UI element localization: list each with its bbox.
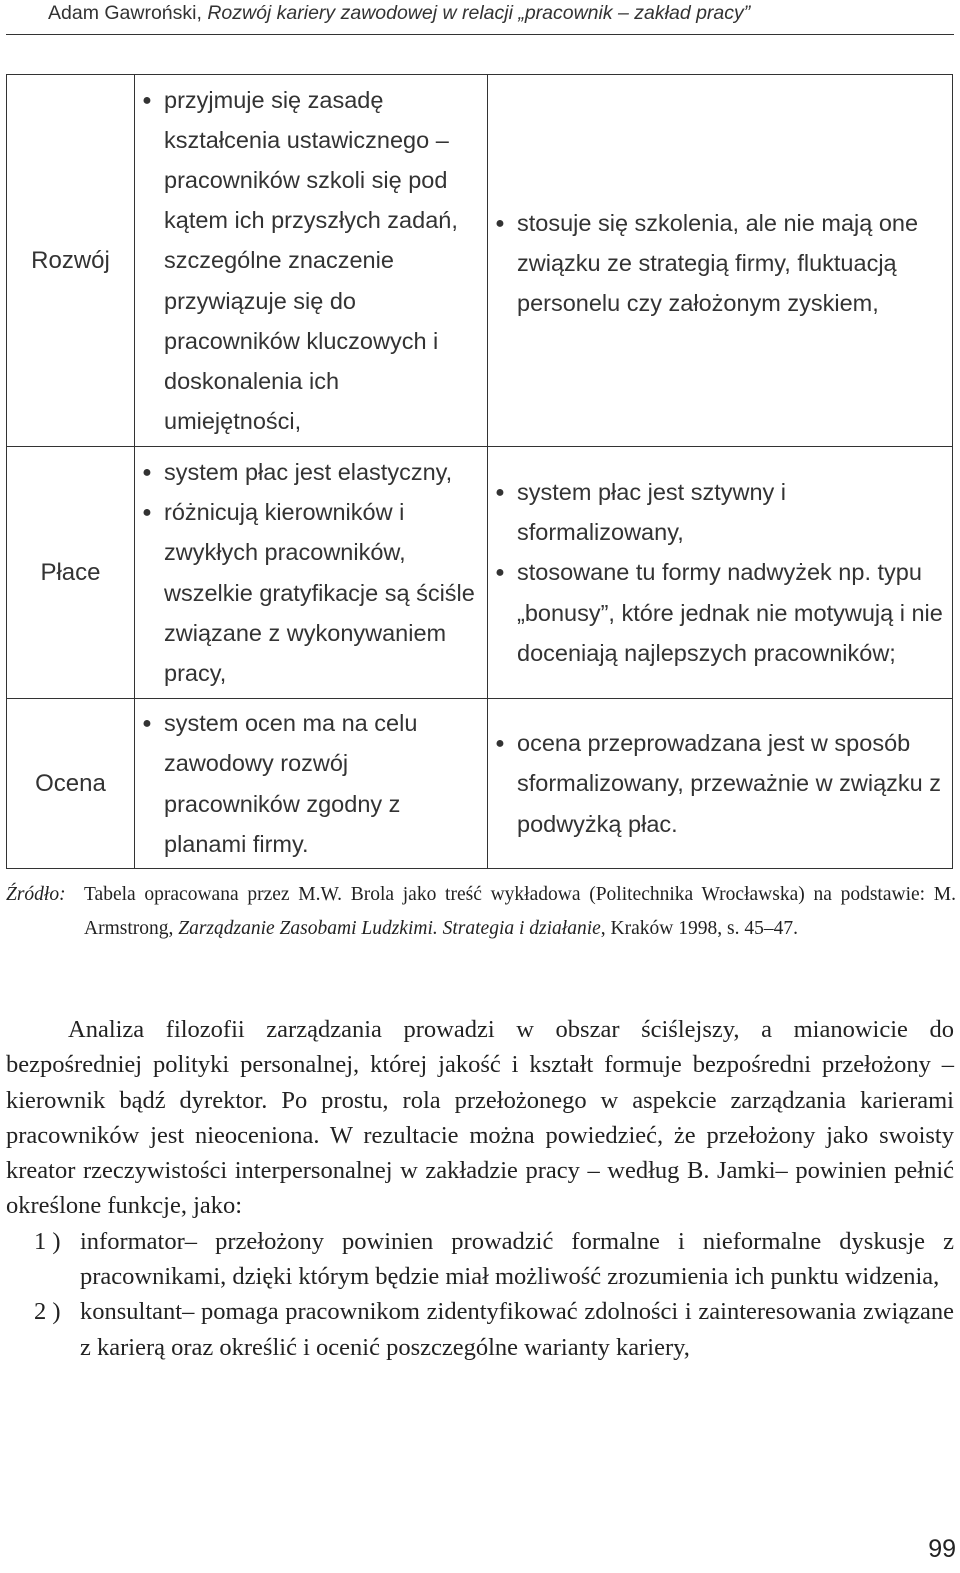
left-cell	[135, 75, 488, 447]
row-label: Rozwój	[7, 75, 135, 447]
running-head-author: Adam Gawroński,	[48, 2, 208, 24]
item-text: konsultant– pomaga pracownikom zidentyfikować zdolności i zainteresowania związane z karierą oraz określić i ocenić poszczególne warianty kariery,	[80, 1298, 954, 1361]
right-cell	[488, 75, 953, 447]
table-row	[7, 699, 953, 869]
source-book-title: Zarządzanie Zasobami Ludzkimi. Strategia i działanie	[178, 918, 601, 939]
list-item	[488, 472, 952, 552]
table-row	[7, 75, 953, 447]
item-text: system płac jest elastyczny,	[164, 458, 453, 485]
item-text: informator– przełożony powinien prowadzić formalne i nieformalne dyskusje z pracownikami, dzięki którym będzie miał możliwość zrozumienia ich punktu widzenia,	[80, 1227, 954, 1291]
source-text-part: Tabela opracowana przez M.W. Brola jako treść wykładowa (Politechnika Wrocławska) na podstawie: M. Armstrong,	[84, 884, 956, 939]
item-text: stosuje się szkolenia, ale nie mają one związku ze strategią firmy, fluktuacją personelu czy założonym zyskiem,	[517, 210, 919, 317]
function-list	[6, 1224, 954, 1365]
bullet-icon: ●	[495, 483, 505, 501]
row-label: Płace	[7, 447, 135, 699]
item-text: przyjmuje się zasadę kształcenia ustawicznego – pracowników szkoli się pod kątem ich przyszłych zadań, szczególne znaczenie przywiązuje się do pracowników kluczowych i doskonalenia ich umiejętności,	[164, 86, 458, 435]
bullet-icon: ●	[142, 463, 152, 481]
right-cell	[488, 699, 953, 869]
paragraph: Analiza filozofii zarządzania prowadzi w obszar ściślejszy, a mianowicie do bezpośredniej polityki personalnej, której jakość i kształt formuje bezpośredni przełożony – kierownik bądź dyrektor. Po prostu, rola przełożonego w aspekcie zarządzania karierami pracowników jest nieoceniona. W rezultacie można powiedzieć, że przełożony jako swoisty kreator rzeczywistości interpersonalnej w zakładzie pracy – według B. Jamki– powinien pełnić określone funkcje, jako:	[6, 1016, 954, 1220]
list-item	[6, 1294, 954, 1365]
row-label: Ocena	[7, 699, 135, 869]
list-item	[488, 203, 952, 324]
left-cell	[135, 699, 488, 869]
running-head	[48, 0, 928, 28]
list-item	[6, 1224, 954, 1295]
left-cell	[135, 447, 488, 699]
body-text	[6, 1012, 954, 1365]
bullet-icon: ●	[142, 715, 152, 733]
page-number: 99	[928, 1535, 956, 1563]
running-head-title: Rozwój kariery zawodowej w relacji „pracownik – zakład pracy”	[207, 2, 751, 24]
item-text: różnicują kierowników i zwykłych pracowników, wszelkie gratyfikacje są ściśle związane z wykonywaniem pracy,	[164, 499, 475, 686]
comparison-table	[6, 74, 953, 869]
bullet-icon: ●	[495, 215, 505, 232]
list-item	[135, 452, 487, 492]
source-text	[84, 878, 956, 946]
list-item	[135, 492, 487, 693]
item-text: system ocen ma na celu zawodowy rozwój pracowników zgodny z planami firmy.	[164, 710, 418, 857]
item-text: stosowane tu formy nadwyżek np. typu „bonusy”, które jednak nie motywują i nie doceniają najlepszych pracowników;	[517, 559, 943, 666]
bullet-icon: ●	[495, 564, 505, 582]
list-item	[488, 552, 952, 673]
item-text: ocena przeprowadzana jest w sposób sformalizowany, przeważnie w związku z podwyżką płac.	[517, 730, 942, 837]
list-item	[135, 703, 487, 864]
source-label: Źródło:	[6, 884, 66, 905]
item-number: 2 )	[34, 1298, 61, 1326]
bullet-icon: ●	[495, 735, 505, 753]
item-number: 1 )	[34, 1227, 61, 1255]
source-text-part: , Kraków 1998, s. 45–47.	[600, 918, 798, 939]
bullet-icon: ●	[142, 91, 152, 109]
bullet-icon: ●	[142, 504, 152, 522]
item-text: system płac jest sztywny i sformalizowany,	[517, 478, 787, 546]
table-source-note	[6, 878, 956, 946]
header-rule	[6, 34, 954, 35]
list-item	[135, 80, 487, 442]
right-cell	[488, 447, 953, 699]
table-row	[7, 447, 953, 699]
list-item	[488, 723, 952, 844]
